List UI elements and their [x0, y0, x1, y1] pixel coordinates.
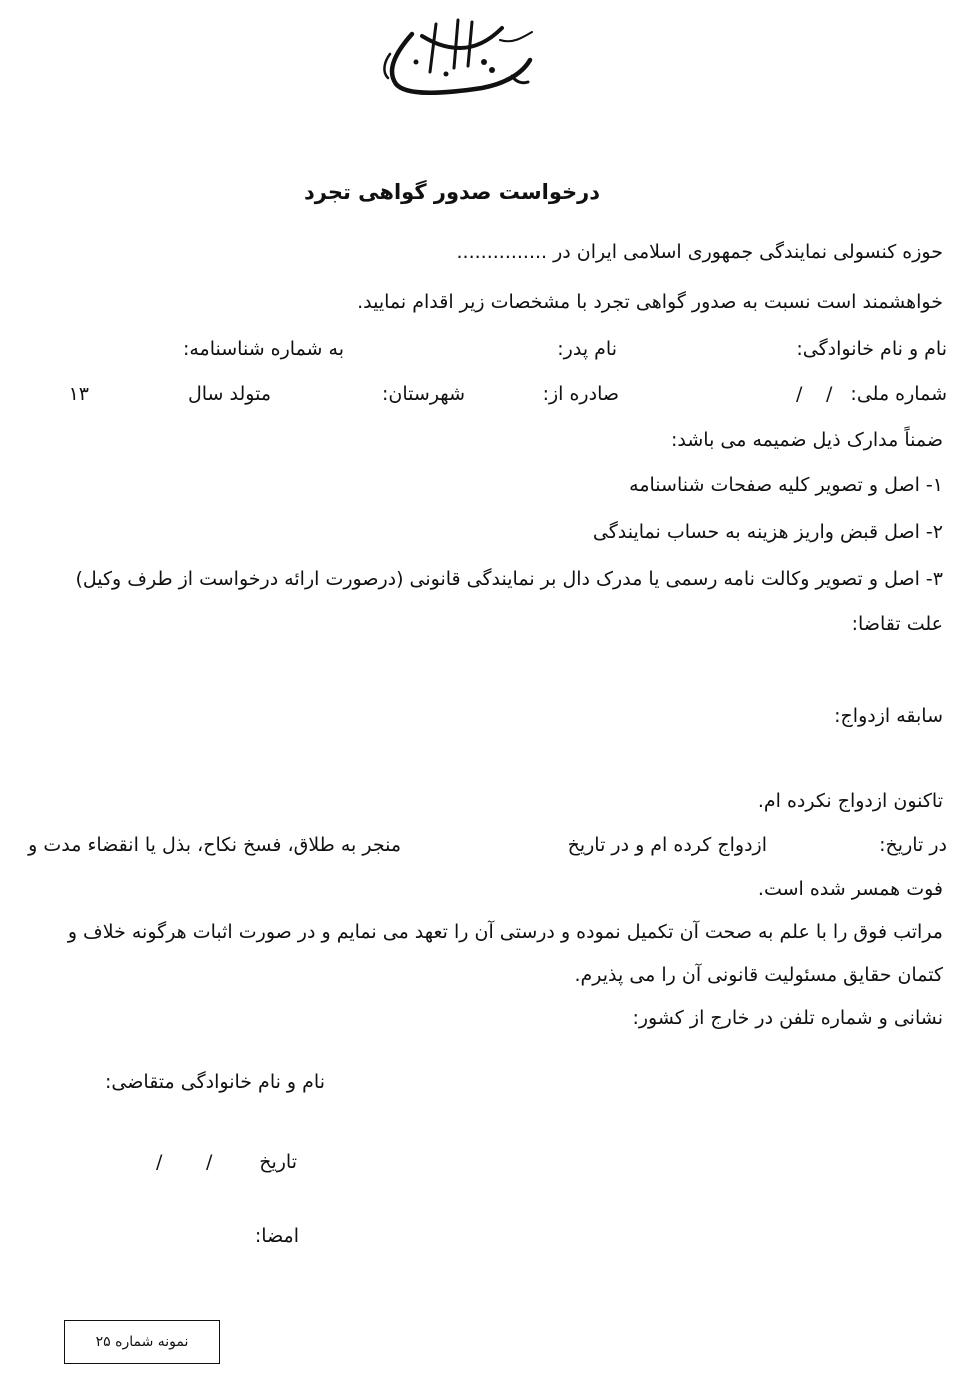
applicant-date-label: تاریخ [259, 1151, 297, 1173]
signature-label: امضا: [254, 1225, 299, 1247]
consulate-line: حوزه کنسولی نمایندگی جمهوری اسلامی ایران در ............... [456, 241, 943, 263]
address-label: نشانی و شماره تلفن در خارج از کشور: [632, 1007, 943, 1029]
marriage-date-label: در تاریخ: [879, 834, 947, 856]
date-slash-2: / [156, 1151, 163, 1173]
city-label: شهرستان: [382, 383, 465, 405]
never-married-line: تاکنون ازدواج نکرده ام. [757, 790, 943, 812]
father-name-label: نام پدر: [557, 338, 617, 360]
born-slash-1: / [796, 383, 803, 405]
applicant-name-label: نام و نام خانوادگی متقاضی: [105, 1071, 325, 1093]
married-on-text: ازدواج کرده ام و در تاریخ [567, 834, 767, 856]
born-year-label: متولد سال [187, 383, 271, 405]
page-title: درخواست صدور گواهی تجرد [304, 180, 600, 204]
marriage-history-label: سابقه ازدواج: [834, 705, 943, 727]
attachment-item-1: ۱- اصل و تصویر کلیه صفحات شناسنامه [629, 474, 943, 496]
full-name-label: نام و نام خانوادگی: [796, 338, 947, 360]
attachments-heading: ضمناً مدارک ذیل ضمیمه می باشد: [671, 429, 943, 451]
form-number-label: نمونه شماره ۲۵ [95, 1334, 189, 1350]
date-slash-1: / [206, 1151, 213, 1173]
born-slash-2: / [826, 383, 833, 405]
spouse-died-line: فوت همسر شده است. [757, 878, 943, 900]
form-number-box [64, 1320, 220, 1364]
attachment-item-3: ۳- اصل و تصویر وکالت نامه رسمی یا مدرک دال بر نمایندگی قانونی (درصورت ارائه درخواست از طرف وکیل) [75, 568, 943, 590]
marriage-ended-text: منجر به طلاق، فسخ نکاح، بذل یا انقضاء مدت و [28, 834, 401, 856]
attachment-item-2: ۲- اصل قبض واریز هزینه به حساب نمایندگی [592, 521, 943, 543]
pledge-line-1: مراتب فوق را با علم به صحت آن تکمیل نموده و درستی آن را تعهد می نمایم و در صورت اثبات هرگونه خلاف و [67, 921, 943, 943]
request-line: خواهشمند است نسبت به صدور گواهی تجرد با مشخصات زیر اقدام نمایید. [357, 291, 943, 313]
basmala-calligraphy [372, 18, 542, 98]
id-number-label: به شماره شناسنامه: [182, 338, 344, 360]
national-id-label: شماره ملی: [850, 383, 947, 405]
issued-from-label: صادره از: [542, 383, 619, 405]
born-century: ۱۳ [68, 383, 89, 405]
pledge-line-2: کتمان حقایق مسئولیت قانونی آن را می پذیرم. [574, 964, 943, 986]
reason-label: علت تقاضا: [851, 613, 943, 635]
